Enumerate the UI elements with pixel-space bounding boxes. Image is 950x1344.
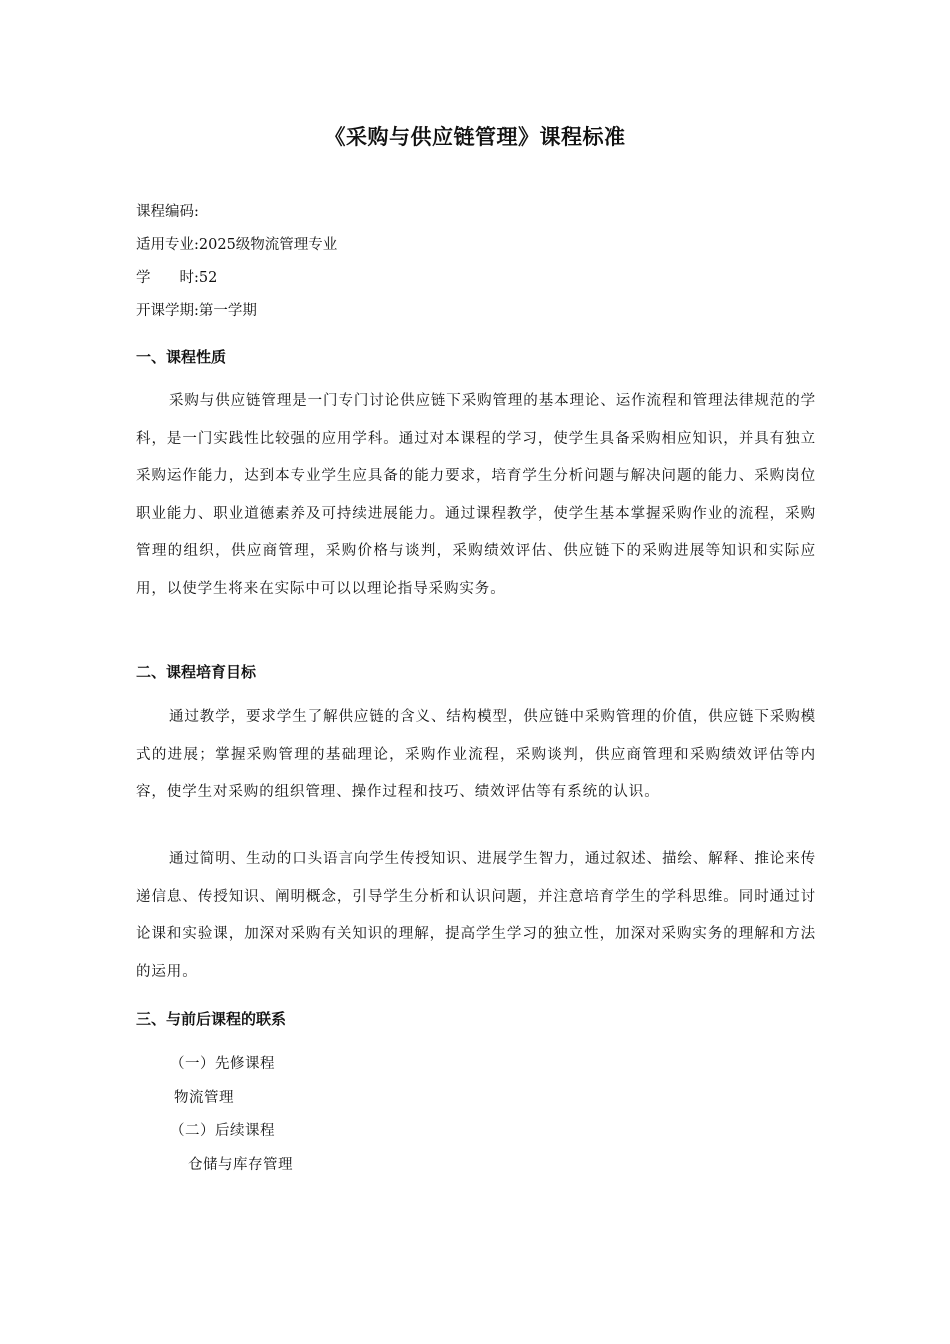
meta-value: 52: [198, 270, 218, 286]
section-nature-paragraph: 采购与供应链管理是一门专门讨论供应链下采购管理的基本理论、运作流程和管理法律规范的学科，是一门实践性比较强的应用学科。通过对本课程的学习，使学生具备采购相应知识，并具有独立采购运作能力，达到本专业学生应具备的能力要求，培育学生分析问题与解决问题的能力、采购岗位职业能力、职业道德素养及可持续进展能力。通过课程教学，使学生基本掌握采购作业的流程，采购管理的组织，供应商管理，采购价格与谈判，采购绩效评估、供应链下的采购进展等知识和实际应用，以使学生将来在实际中可以以理论指导采购实务。: [136, 393, 816, 597]
meta-hours: [136, 268, 217, 288]
meta-label: 课程编码:: [136, 204, 199, 220]
followup-label: （二）后续课程: [170, 1123, 275, 1139]
meta-semester: [136, 301, 257, 321]
meta-value: 第一学期: [198, 303, 257, 319]
meta-major: [136, 235, 337, 255]
prerequisite-label: （一）先修课程: [170, 1056, 275, 1072]
meta-label: 开课学期:: [136, 303, 199, 319]
meta-value: 2025级物流管理专业: [198, 237, 338, 253]
document-title: 《采购与供应链管理》课程标准: [324, 125, 626, 149]
meta-label: 适用专业:: [136, 237, 199, 253]
section-heading-nature: 一、课程性质: [136, 348, 227, 366]
prerequisite-course: 物流管理: [174, 1090, 234, 1106]
section-heading-relations: 三、与前后课程的联系: [136, 1010, 287, 1028]
section-heading-goals: 二、课程培育目标: [136, 663, 257, 681]
meta-course-code: [136, 202, 199, 222]
meta-label: 学 时:: [136, 270, 199, 286]
section-goals-paragraph-1: 通过教学，要求学生了解供应链的含义、结构模型，供应链中采购管理的价值，供应链下采购模式的进展；掌握采购管理的基础理论，采购作业流程，采购谈判，供应商管理和采购绩效评估等内容，使学生对采购的组织管理、操作过程和技巧、绩效评估等有系统的认识。: [136, 709, 816, 800]
followup-course: 仓储与库存管理: [188, 1157, 293, 1173]
section-goals-paragraph-2: 通过简明、生动的口头语言向学生传授知识、进展学生智力，通过叙述、描绘、解释、推论来传递信息、传授知识、阐明概念，引导学生分析和认识问题，并注意培育学生的学科思维。同时通过讨论课和实验课，加深对采购有关知识的理解，提高学生学习的独立性，加深对采购实务的理解和方法的运用。: [136, 851, 816, 980]
